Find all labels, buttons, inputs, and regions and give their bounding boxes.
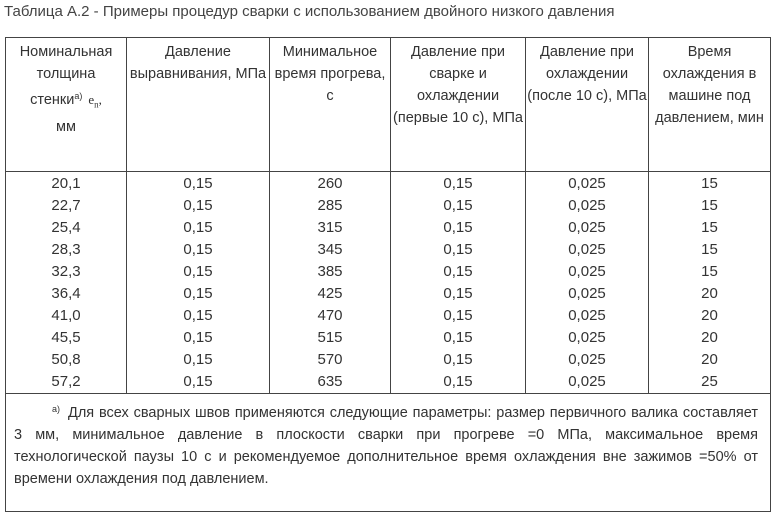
table-row (6, 239, 771, 261)
cell-weld-pressure: 0,15 (391, 349, 526, 371)
cell-heating-time: 515 (270, 327, 391, 349)
cell-cool-pressure: 0,025 (526, 217, 649, 239)
cell-cool-pressure: 0,025 (526, 195, 649, 217)
table-row (6, 327, 771, 349)
cell-heating-time: 385 (270, 261, 391, 283)
cell-cooling-time: 25 (649, 371, 771, 394)
cell-cooling-time: 15 (649, 261, 771, 283)
header-nominal-thickness-line2: толщина (36, 66, 96, 82)
header-nominal-thickness-line1: Номинальная (19, 44, 113, 60)
cell-cooling-time: 20 (649, 327, 771, 349)
cell-cooling-time: 20 (649, 349, 771, 371)
header-cool-pressure-after10: Давление при охлаждении (после 10 с), МПа (526, 38, 649, 172)
cell-thickness: 25,4 (6, 217, 127, 239)
table-row (6, 283, 771, 305)
cell-heating-time: 425 (270, 283, 391, 305)
symbol-en: $e_n$, (88, 92, 102, 110)
cell-alignment-pressure: 0,15 (127, 217, 270, 239)
cell-heating-time: 285 (270, 195, 391, 217)
cell-cooling-time: 20 (649, 305, 771, 327)
cell-alignment-pressure: 0,15 (127, 172, 270, 196)
header-row (6, 38, 771, 172)
cell-thickness: 32,3 (6, 261, 127, 283)
cell-alignment-pressure: 0,15 (127, 261, 270, 283)
cell-cool-pressure: 0,025 (526, 327, 649, 349)
cell-alignment-pressure: 0,15 (127, 195, 270, 217)
footnote-text: Для всех сварных швов применяются следующие параметры: размер первичного валика составляет 3 мм, минимальное давление в плоскости сварки при прогреве =0 МПа, максимальное время технологической паузы 10 с и рекомендуемое дополнительное время охлаждения вне зажимов =50% от времени охлаждения под давлением. (14, 405, 758, 487)
cell-weld-pressure: 0,15 (391, 305, 526, 327)
symbol-e: e (88, 92, 95, 107)
cell-heating-time: 345 (270, 239, 391, 261)
table-row (6, 371, 771, 394)
cell-cooling-time: 15 (649, 217, 771, 239)
footnote-mark: а) (52, 404, 61, 414)
cell-thickness: 45,5 (6, 327, 127, 349)
table-row (6, 217, 771, 239)
cell-thickness: 20,1 (6, 172, 127, 196)
cell-weld-pressure: 0,15 (391, 239, 526, 261)
cell-cool-pressure: 0,025 (526, 371, 649, 394)
cell-alignment-pressure: 0,15 (127, 305, 270, 327)
cell-heating-time: 260 (270, 172, 391, 196)
cell-thickness: 50,8 (6, 349, 127, 371)
cell-heating-time: 470 (270, 305, 391, 327)
header-nominal-thickness-line3: стенки (30, 92, 75, 108)
cell-thickness: 28,3 (6, 239, 127, 261)
header-nominal-thickness (6, 38, 127, 172)
cell-thickness: 36,4 (6, 283, 127, 305)
cell-cool-pressure: 0,025 (526, 239, 649, 261)
symbol-n: n (94, 99, 99, 110)
cell-thickness: 41,0 (6, 305, 127, 327)
cell-alignment-pressure: 0,15 (127, 283, 270, 305)
table-row (6, 349, 771, 371)
cell-weld-pressure: 0,15 (391, 217, 526, 239)
cell-cooling-time: 20 (649, 283, 771, 305)
cell-cool-pressure: 0,025 (526, 349, 649, 371)
welding-procedures-table (5, 37, 771, 512)
cell-weld-pressure: 0,15 (391, 327, 526, 349)
cell-weld-pressure: 0,15 (391, 195, 526, 217)
cell-weld-pressure: 0,15 (391, 283, 526, 305)
table-row (6, 305, 771, 327)
cell-alignment-pressure: 0,15 (127, 371, 270, 394)
header-alignment-pressure: Давление выравнивания, МПа (127, 38, 270, 172)
header-min-heating-time: Минимальное время прогрева, с (270, 38, 391, 172)
cell-alignment-pressure: 0,15 (127, 239, 270, 261)
cell-weld-pressure: 0,15 (391, 172, 526, 196)
cell-thickness: 57,2 (6, 371, 127, 394)
cell-cooling-time: 15 (649, 239, 771, 261)
cell-alignment-pressure: 0,15 (127, 349, 270, 371)
cell-heating-time: 570 (270, 349, 391, 371)
header-cooling-time: Время охлаждения в машине под давлением, мин (649, 38, 771, 172)
header-weld-cool-pressure-first10: Давление при сварке и охлаждении (первые 10 с), МПа (391, 38, 526, 172)
cell-thickness: 22,7 (6, 195, 127, 217)
cell-heating-time: 635 (270, 371, 391, 394)
footnote-mark-a: а) (74, 91, 83, 101)
table-row (6, 172, 771, 196)
table-row (6, 261, 771, 283)
table-row (6, 195, 771, 217)
cell-cooling-time: 15 (649, 172, 771, 196)
table-caption: Таблица А.2 - Примеры процедур сварки с использованием двойного низкого давления (4, 3, 615, 20)
cell-cool-pressure: 0,025 (526, 283, 649, 305)
footnote-cell (6, 394, 771, 512)
cell-heating-time: 315 (270, 217, 391, 239)
cell-cool-pressure: 0,025 (526, 305, 649, 327)
cell-weld-pressure: 0,15 (391, 261, 526, 283)
header-nominal-thickness-unit: мм (56, 118, 76, 135)
cell-weld-pressure: 0,15 (391, 371, 526, 394)
cell-cool-pressure: 0,025 (526, 261, 649, 283)
cell-cool-pressure: 0,025 (526, 172, 649, 196)
cell-cooling-time: 15 (649, 195, 771, 217)
cell-alignment-pressure: 0,15 (127, 327, 270, 349)
